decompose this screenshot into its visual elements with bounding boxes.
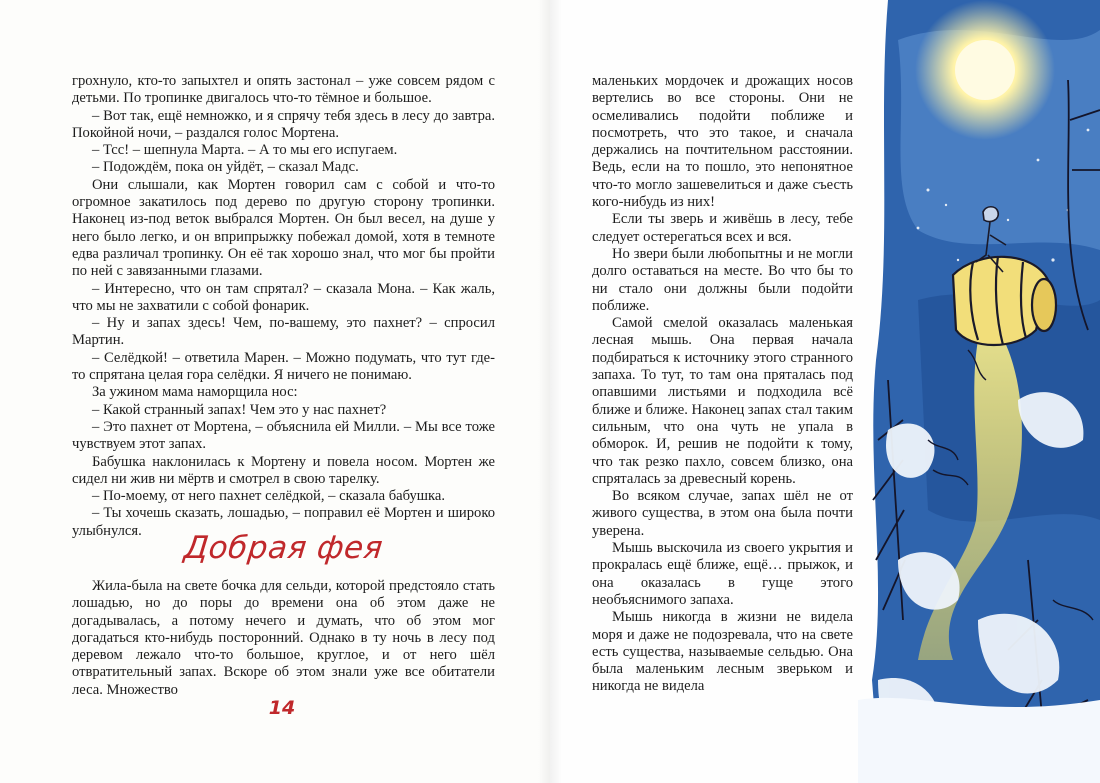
paragraph: – Тсс! – шепнула Марта. – А то мы его испугаем. [92, 142, 398, 159]
paragraph: Мышь никогда в жизни не видела моря и даже не подозревала, что на свете есть существа, называемые сельдью. Она была маленьким лесным зверьком и никогда не видела [592, 609, 853, 695]
paragraph: грохнуло, кто-то запыхтел и опять застонал – уже совсем рядом с детьми. По тропинке двигалось что-то тёмное и большое. [72, 73, 495, 107]
paragraph: – Ты хочешь сказать, лошадью, – поправил её Мортен и широко улыбнулся. [72, 505, 495, 539]
paragraph: – По-моему, от него пахнет селёдкой, – сказала бабушка. [92, 488, 445, 505]
night-forest-barrel-illustration [858, 0, 1100, 783]
paragraph: Они слышали, как Мортен говорил сам с собой и что-то огромное закатилось под дерево по другую сторону тропинки. Наконец из-под веток выбрался Мортен. Он был весел, на душе у него было легко, и он вприпрыжку побежал домой, хотя в темноте едва различал тропинку. Он её так хорошо знал, что мог бы пройти по ней с завязанными глазами. [72, 176, 495, 280]
paragraph: – Интересно, что он там спрятал? – сказала Мона. – Как жаль, что мы не захватили с собой фонарик. [72, 280, 495, 314]
paragraph: Во всяком случае, запах шёл не от живого существа, в этом она была почти уверена. [592, 488, 853, 539]
paragraph: – Селёдкой! – ответила Марен. – Можно подумать, что тут где-то спрятана целая гора селёдки. Я ничего не понимаю. [72, 349, 495, 384]
paragraph: – Вот так, ещё немножко, и я спрячу тебя здесь в лесу до завтра. Покойной ночи, – раздался голос Мортена. [72, 107, 495, 141]
paragraph: Если ты зверь и живёшь в лесу, тебе следует остерегаться всех и вся. [592, 211, 853, 245]
paragraph: За ужином мама наморщила нос: [92, 384, 298, 401]
paragraph: маленьких мордочек и дрожащих носов вертелись во все стороны. Они не осмеливались подойти поближе и посмотреть, что это такое, и сначала держались на почтительном расстоянии. Ведь, если на то пошло, это непонятное что-то могло зашевелиться и даже съесть кого-нибудь из них! [592, 73, 853, 211]
moon [955, 40, 1015, 100]
snow-hill [858, 698, 1100, 783]
book-gutter [538, 0, 562, 783]
paragraph: – Ну и запах здесь! Чем, по-вашему, это пахнет? – спросил Мартин. [72, 315, 495, 349]
paragraph: – Какой странный запах! Чем это у нас пахнет? [92, 401, 387, 418]
paragraph: Мышь выскочила из своего укрытия и прокралась ещё ближе, ещё… прыжок, и она оказалась в гуще этого необъяснимого запаха. [592, 540, 853, 608]
left-page-text-top [72, 73, 495, 540]
page-number: 14 [268, 697, 296, 719]
paragraph: – Это пахнет от Мортена, – объяснила ей Милли. – Мы все тоже чувствуем этот запах. [72, 418, 495, 453]
chapter-title: Добрая фея [182, 530, 385, 566]
paragraph: Самой смелой оказалась маленькая лесная мышь. Она первая начала подбираться к источнику этого странного запаха. То тут, то там она пряталась под опавшими листьями и подходила всё ближе и ближе. Наконец запах стал таким сильным, что она чуть не упала в обморок. И, решив не подойти к тому, что так резко пахло, совсем близко, она спряталась за древесный корень. [592, 315, 853, 487]
paragraph: Жила-была на свете бочка для сельди, которой предстояло стать лошадью, но до поры до времени она об этом даже не догадывалась, а потому нечего и думать, что об этом мог догадаться кто-нибудь посторонний. Однако в ту ночь в лесу под деревом лежало что-то большое, круглое, и от него шёл отвратительный запах. Вскоре об этом знали уже все обитатели леса. Множество [72, 578, 495, 698]
right-page-text [592, 73, 853, 696]
paragraph: – Подождём, пока он уйдёт, – сказал Мадс. [92, 159, 359, 176]
left-page-text-bottom [72, 578, 495, 699]
paragraph: Бабушка наклонилась к Мортену и повела носом. Мортен же сидел ни жив ни мёртв и смотрел в свою тарелку. [72, 453, 495, 487]
paragraph: Но звери были любопытны и не могли долго оставаться на месте. Во что бы то ни стало они должны были подойти поближе. [592, 245, 853, 314]
